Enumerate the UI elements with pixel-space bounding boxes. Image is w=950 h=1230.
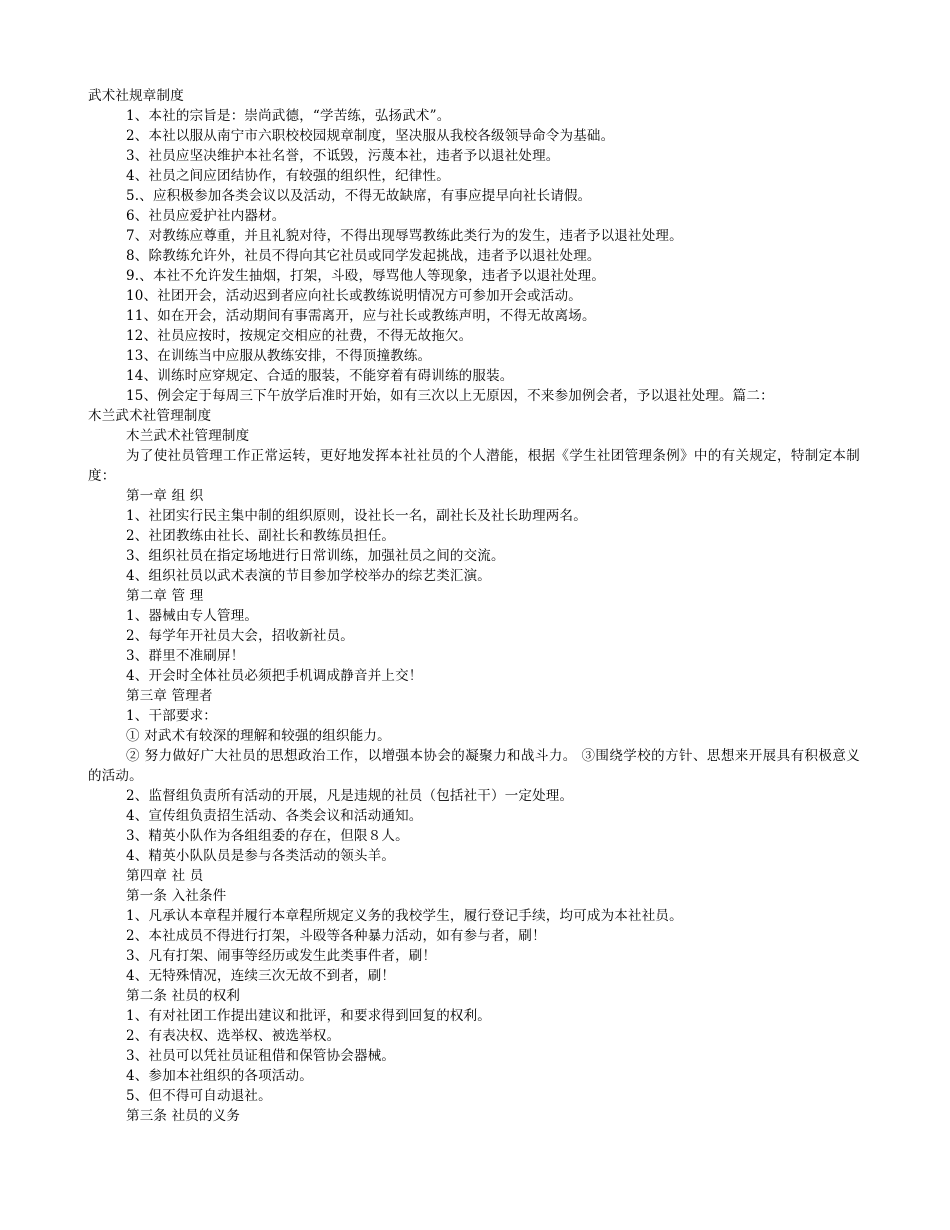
document-line: 3、凡有打架、闹事等经历或发生此类事件者，刷！: [126, 948, 437, 964]
document-line: 4、无特殊情况，连续三次无故不到者，刷！: [126, 968, 396, 984]
document-line: 第一章 组 织: [126, 488, 204, 504]
document-line: 1、社团实行民主集中制的组织原则，设社长一名，副社长及社长助理两名。: [126, 508, 587, 524]
document-line: ① 对武术有较深的理解和较强的组织能力。: [126, 728, 391, 744]
document-line: 木兰武术社管理制度: [88, 408, 212, 424]
document-line: 5.、应积极参加各类会议以及活动，不得无故缺席，有事应提早向社长请假。: [126, 188, 592, 204]
document-line: 11、如在开会，活动期间有事需离开，应与社长或教练声明，不得无故离场。: [126, 308, 596, 324]
document-body: [88, 86, 860, 1126]
document-line: 4、宣传组负责招生活动、各类会议和活动通知。: [126, 808, 423, 824]
document-line: 第二章 管 理: [126, 588, 204, 604]
document-line: 3、组织社员在指定场地进行日常训练，加强社员之间的交流。: [126, 548, 505, 564]
document-line: 9.、本社不允许发生抽烟，打架，斗殴，辱骂他人等现象，违者予以退社处理。: [126, 268, 606, 284]
document-line: 2、监督组负责所有活动的开展，凡是违规的社员（包括社干）一定处理。: [126, 788, 574, 804]
document-line: 2、社团教练由社长、副社长和教练员担任。: [126, 528, 396, 544]
document-line: 12、社员应按时，按规定交相应的社费，不得无故拖欠。: [126, 328, 473, 344]
document-line: 1、器械由专人管理。: [126, 608, 259, 624]
document-line: 15、例会定于每周三下午放学后准时开始，如有三次以上无原因，不来参加例会者，予以退社处理。篇二：: [126, 388, 774, 404]
document-line: 4、开会时全体社员必须把手机调成静音并上交！: [126, 668, 423, 684]
document-line: 第二条 社员的权利: [126, 988, 241, 1004]
document-line: 10、社团开会，活动迟到者应向社长或教练说明情况方可参加开会或活动。: [126, 288, 582, 304]
document-line: 1、有对社团工作提出建议和批评，和要求得到回复的权利。: [126, 1008, 491, 1024]
document-line: 木兰武术社管理制度: [126, 428, 250, 444]
document-line: 2、本社成员不得进行打架，斗殴等各种暴力活动，如有参与者，刷！: [126, 928, 546, 944]
document-line: 2、每学年开社员大会，招收新社员。: [126, 628, 354, 644]
document-line: 第一条 入社条件: [126, 888, 227, 904]
document-line: 4、参加本社组织的各项活动。: [126, 1068, 313, 1084]
document-line: 4、组织社员以武术表演的节目参加学校举办的综艺类汇演。: [126, 568, 491, 584]
document-line: 7、对教练应尊重，并且礼貌对待，不得出现辱骂教练此类行为的发生，违者予以退社处理。: [126, 228, 683, 244]
document-line: 2、有表决权、选举权、被选举权。: [126, 1028, 341, 1044]
document-line: 1、本社的宗旨是：崇尚武德，“学苦练，弘扬武术”。: [126, 108, 451, 124]
document-line: 3、精英小队作为各组组委的存在，但限８人。: [126, 828, 409, 844]
document-line: 14、训练时应穿规定、合适的服装，不能穿着有碍训练的服装。: [126, 368, 514, 384]
document-line: 3、社员可以凭社员证租借和保管协会器械。: [126, 1048, 396, 1064]
document-line: 3、社员应坚决维护本社名誉，不诋毁，污蔑本社，违者予以退社处理。: [126, 148, 560, 164]
document-line: 13、在训练当中应服从教练安排，不得顶撞教练。: [126, 348, 432, 364]
document-line: 2、本社以服从南宁市六职校校园规章制度，坚决服从我校各级领导命令为基础。: [126, 128, 615, 144]
document-line: 第三条 社员的义务: [126, 1108, 241, 1124]
document-line: 3、群里不准刷屏！: [126, 648, 245, 664]
document-line: 第四章 社 员: [126, 868, 204, 884]
document-line: 1、干部要求：: [126, 708, 217, 724]
document-line: 第三章 管理者: [126, 688, 213, 704]
document-line: 1、凡承认本章程并履行本章程所规定义务的我校学生，履行登记手续，均可成为本社社员。: [126, 908, 683, 924]
document-line: 为了使社员管理工作正常运转，更好地发挥本社社员的个人潜能，根据《学生社团管理条例》中的有关规定，特制定本制度：: [88, 448, 860, 484]
document-line: 5、但不得可自动退社。: [126, 1088, 272, 1104]
document-line: 4、精英小队队员是参与各类活动的领头羊。: [126, 848, 396, 864]
document-line: 6、社员应爱护社内器材。: [126, 208, 286, 224]
document-line: 4、社员之间应团结协作，有较强的组织性，纪律性。: [126, 168, 450, 184]
document-line: 武术社规章制度: [88, 88, 184, 104]
document-line: ② 努力做好广大社员的思想政治工作，以增强本协会的凝聚力和战斗力。 ③围绕学校的方针、思想来开展具有积极意义的活动。: [88, 748, 860, 784]
document-line: 8、除教练允许外，社员不得向其它社员或同学发起挑战，违者予以退社处理。: [126, 248, 601, 264]
